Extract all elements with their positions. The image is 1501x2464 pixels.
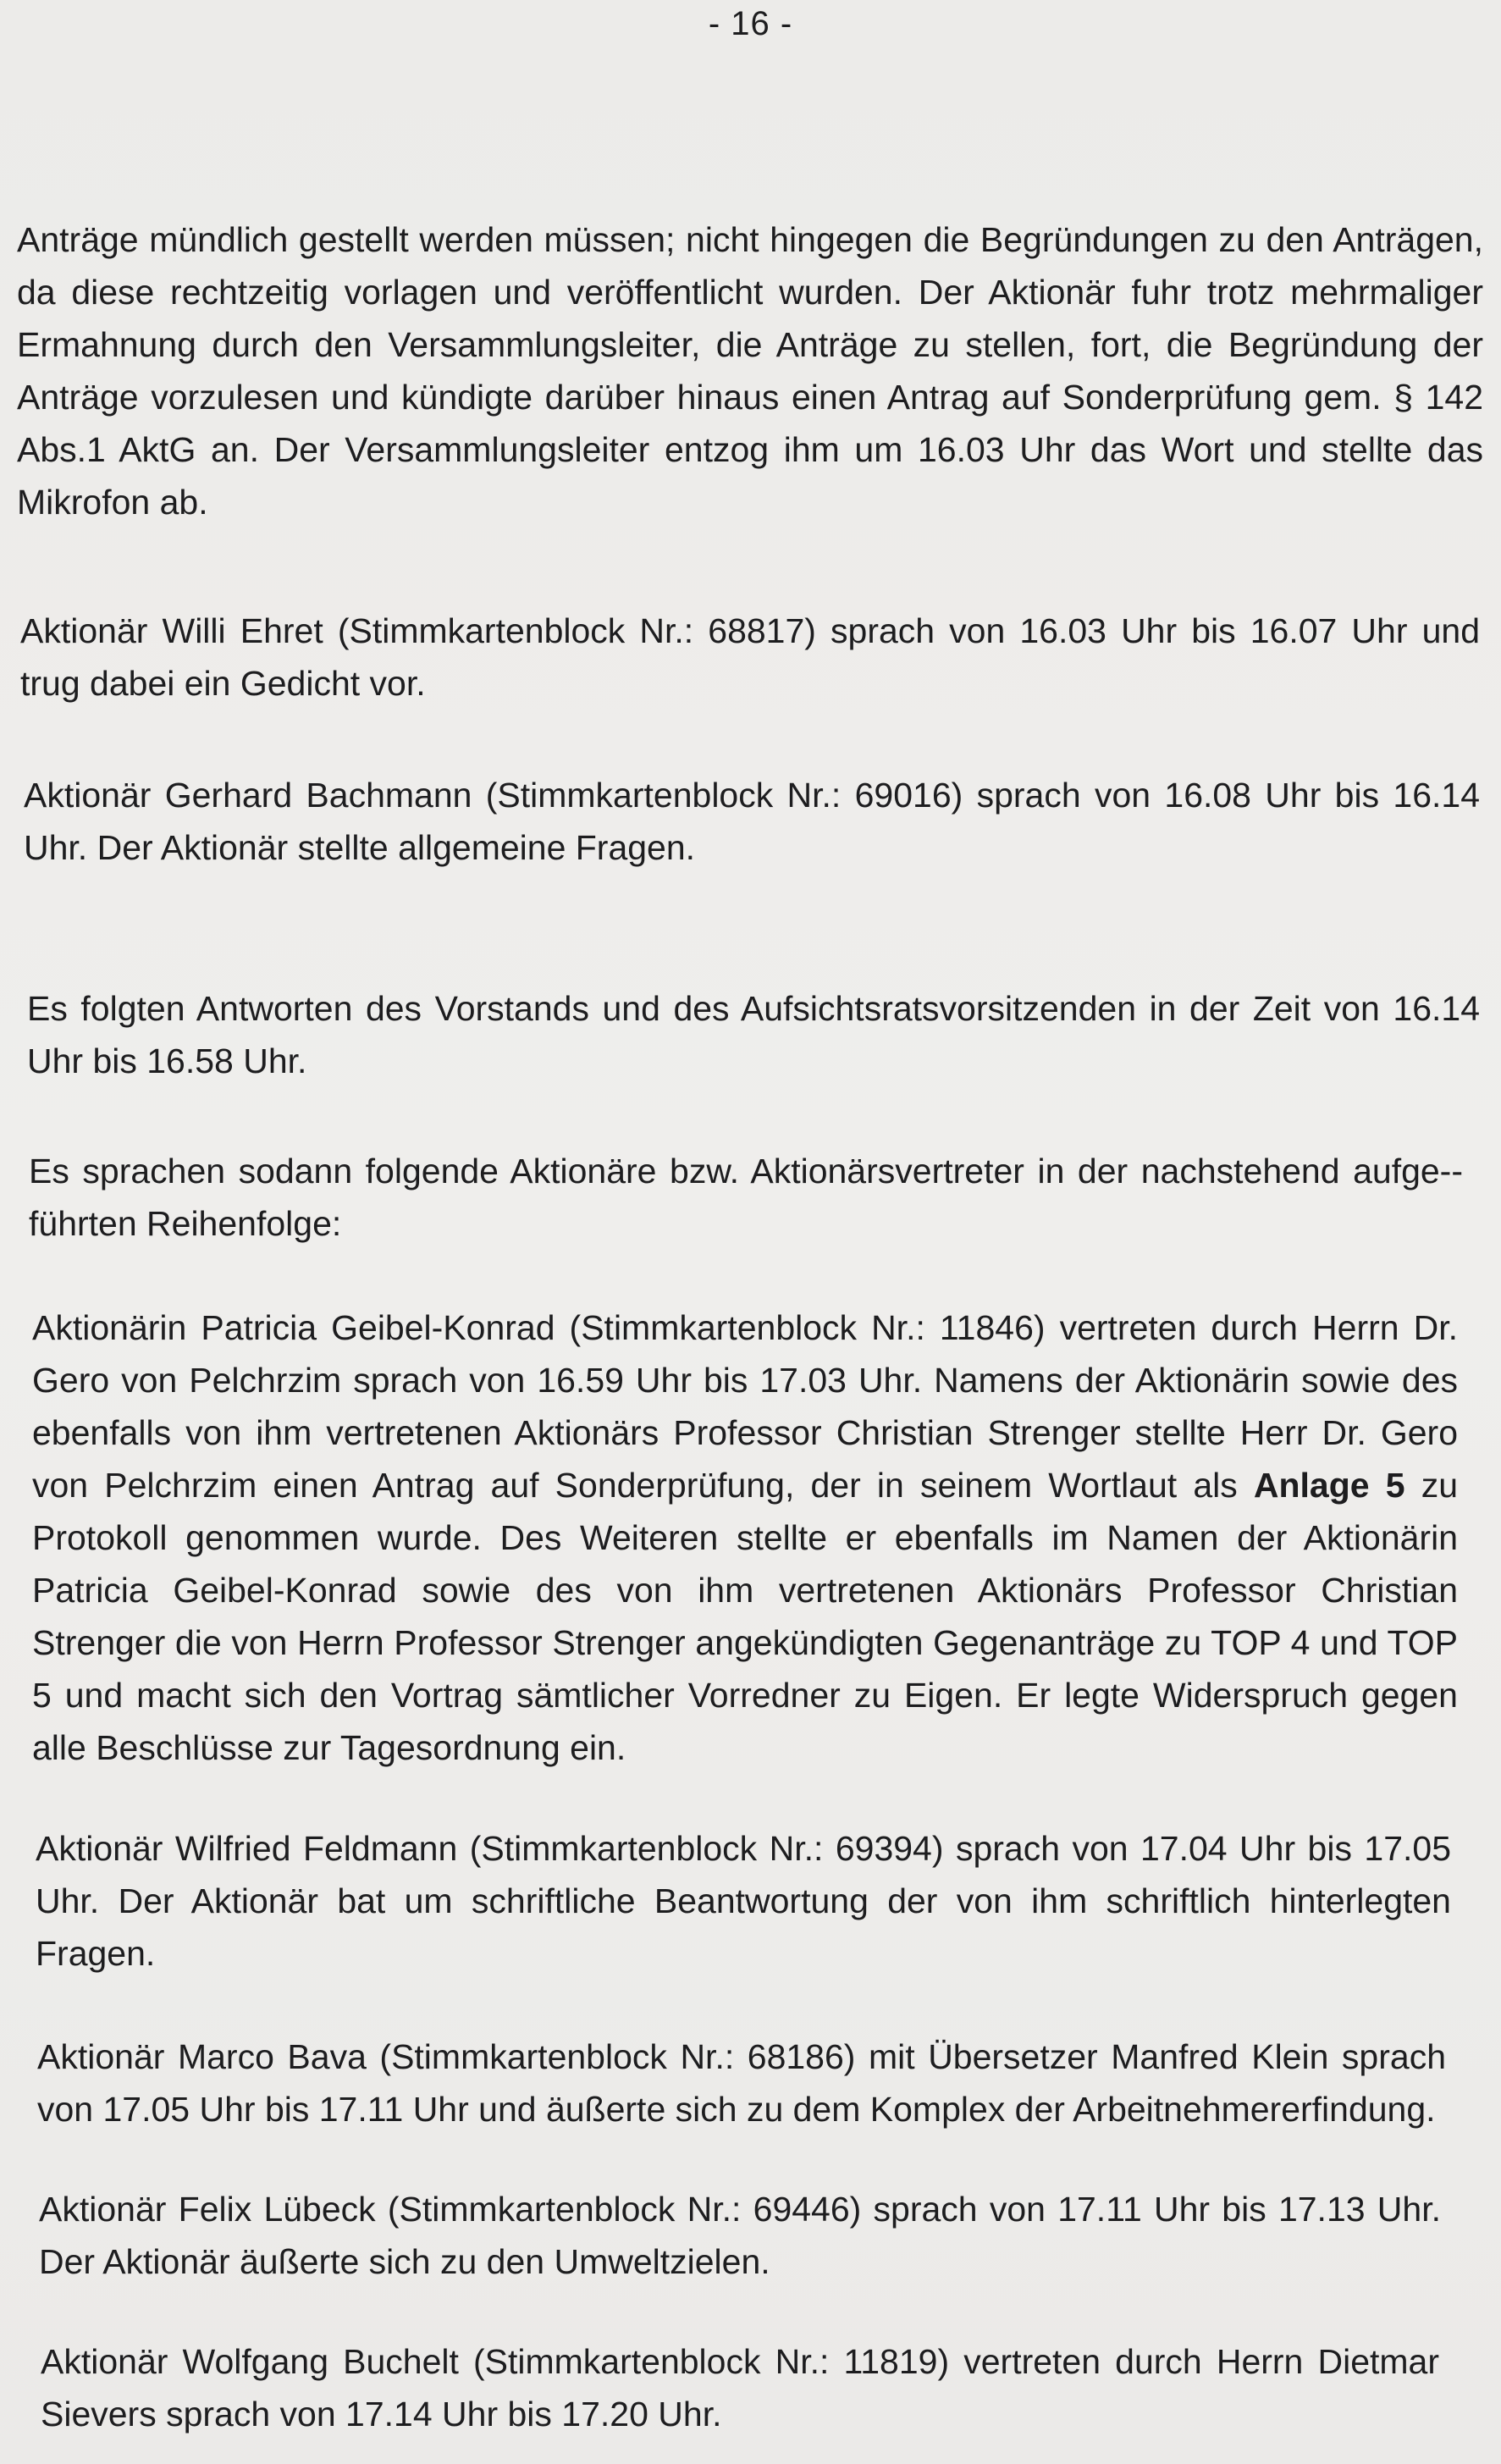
- anlage-reference: Anlage 5: [1253, 1466, 1405, 1505]
- page-number: - 16 -: [708, 5, 793, 42]
- paragraph-patricia-geibel-konrad: [32, 1301, 1458, 1774]
- paragraph-gerhard-bachmann: Aktionär Gerhard Bachmann (Stimmkartenblock Nr.: 69016) sprach von 16.08 Uhr bis 16.14 Uhr. Der Aktionär stellte allgemeine Fragen.: [24, 776, 1480, 867]
- paragraph-text-before: Aktionärin Patricia Geibel-Konrad (Stimmkartenblock Nr.: 11846) vertreten durch Herrn Dr. Gero von Pelchrzim sprach von 16.59 Uhr bis 17.03 Uhr. Namens der Aktionärin sowie des ebenfalls von ihm vertretenen Aktionärs Professor Christian Strenger stellte Herr Dr. Gero von Pelchrzim einen Antrag auf Sonderprüfung, der in seinem Wortlaut als: [32, 1308, 1458, 1505]
- paragraph-wilfried-feldmann: Aktionär Wilfried Feldmann (Stimmkartenblock Nr.: 69394) sprach von 17.04 Uhr bis 17.05 Uhr. Der Aktionär bat um schriftliche Beantwortung der von ihm schriftlich hinterlegten Fragen.: [36, 1829, 1451, 1973]
- paragraph-antraege-muendlich: Anträge mündlich gestellt werden müssen; nicht hingegen die Begründungen zu den Anträgen, da diese rechtzeitig vorlagen und veröffentlicht wurden. Der Aktionär fuhr trotz mehrmaliger Ermahnung durch den Versammlungsleiter, die Anträge zu stellen, fort, die Begründung der Anträge vorzulesen und kündigte darüber hinaus einen Antrag auf Sonderprüfung gem. § 142 Abs.1 AktG an. Der Versammlungsleiter entzog ihm um 16.03 Uhr das Wort und stellte das Mikrofon ab.: [17, 220, 1483, 522]
- paragraph-willi-ehret: Aktionär Willi Ehret (Stimmkartenblock Nr.: 68817) sprach von 16.03 Uhr bis 16.07 Uhr und trug dabei ein Gedicht vor.: [20, 611, 1480, 703]
- paragraph-felix-luebeck: Aktionär Felix Lübeck (Stimmkartenblock Nr.: 69446) sprach von 17.11 Uhr bis 17.13 Uhr. Der Aktionär äußerte sich zu den Umweltzielen.: [39, 2190, 1441, 2281]
- paragraph-reihenfolge-intro: Es sprachen sodann folgende Aktionäre bzw. Aktionärsvertreter in der nachstehend aufge-führten Reihenfolge:: [29, 1152, 1463, 1243]
- paragraph-antworten-vorstand: Es folgten Antworten des Vorstands und des Aufsichtsratsvorsitzenden in der Zeit von 16.14 Uhr bis 16.58 Uhr.: [27, 989, 1480, 1080]
- paragraph-wolfgang-buchelt: Aktionär Wolfgang Buchelt (Stimmkartenblock Nr.: 11819) vertreten durch Herrn Dietmar Sievers sprach von 17.14 Uhr bis 17.20 Uhr.: [41, 2342, 1439, 2434]
- paragraph-marco-bava: Aktionär Marco Bava (Stimmkartenblock Nr.: 68186) mit Übersetzer Manfred Klein sprach von 17.05 Uhr bis 17.11 Uhr und äußerte sich zu dem Komplex der Arbeitnehmererfindung.: [37, 2037, 1446, 2129]
- paragraph-text-after: zu Protokoll genommen wurde. Des Weiteren stellte er ebenfalls im Namen der Aktionärin Patricia Geibel-Konrad sowie des von ihm vertretenen Aktionärs Professor Christian Strenger die von Herrn Professor Strenger angekündigten Gegenanträge zu TOP 4 und TOP 5 und macht sich den Vortrag sämtlicher Vorredner zu Eigen. Er legte Widerspruch gegen alle Beschlüsse zur Tagesordnung ein.: [32, 1466, 1458, 1767]
